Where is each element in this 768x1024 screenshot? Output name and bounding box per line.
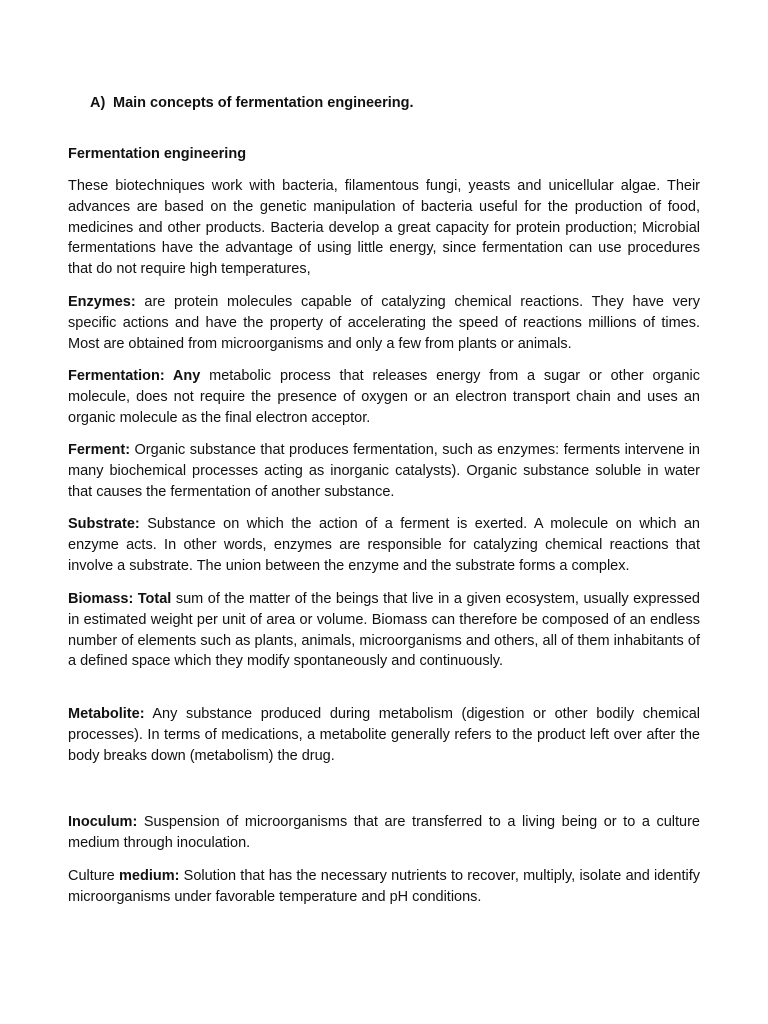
term-culture-medium: medium: xyxy=(119,868,180,884)
term-prefix: Culture xyxy=(68,868,119,884)
section-title: Main concepts of fermentation engineering. xyxy=(113,95,414,111)
definition-text: metabolic process that releases energy from a sugar or other organic molecule, does not require the presence of oxygen or an electron transport chain and uses an organic molecule as the final electron acceptor. xyxy=(68,368,700,426)
definition-text: are protein molecules capable of catalyzing chemical reactions. They have very specific actions and have the property of accelerating the speed of reactions millions of times. Most are obtained from microorganisms and only a few from plants or animals. xyxy=(68,294,700,352)
definition-inoculum xyxy=(68,812,700,854)
term-fermentation: Fermentation: Any xyxy=(68,368,201,384)
term-ferment: Ferment: xyxy=(68,442,131,458)
definition-metabolite xyxy=(68,704,700,766)
definition-text: Any substance produced during metabolism (digestion or other bodily chemical processes). In terms of medications, a metabolite generally refers to the product left over after the body breaks down (metabolism) the drug. xyxy=(68,706,700,764)
definition-text: Suspension of microorganisms that are transferred to a living being or to a culture medium through inoculation. xyxy=(68,814,700,851)
definition-text: Solution that has the necessary nutrients to recover, multiply, isolate and identify microorganisms under favorable temperature and pH conditions. xyxy=(68,868,700,905)
definition-text: sum of the matter of the beings that live in a given ecosystem, usually expressed in estimated weight per unit of area or volume. Biomass can therefore be composed of an endless number of elements such as plants, animals, microorganisms and others, all of them inhabitants of a defined space which they modify spontaneously and continuously. xyxy=(68,591,700,670)
intro-paragraph: These biotechniques work with bacteria, filamentous fungi, yeasts and unicellular algae. Their advances are based on the genetic manipulation of bacteria useful for the production of food, medicines and other products. Bacteria develop a great capacity for protein production; Microbial fermentations have the advantage of using little energy, since fermentation can use procedures that do not require high temperatures, xyxy=(68,178,700,278)
term-enzymes: Enzymes: xyxy=(68,294,136,310)
term-inoculum: Inoculum: xyxy=(68,814,138,830)
term-biomass: Biomass: Total xyxy=(68,591,172,607)
subheading: Fermentation engineering xyxy=(68,146,247,162)
term-metabolite: Metabolite: xyxy=(68,706,145,722)
section-marker: A) xyxy=(90,95,106,111)
definition-culture-medium xyxy=(68,866,700,908)
definition-ferment xyxy=(68,440,700,502)
definition-enzymes xyxy=(68,292,700,354)
term-substrate: Substrate: xyxy=(68,516,140,532)
section-heading xyxy=(90,93,414,113)
definition-substrate xyxy=(68,514,700,576)
definition-text: Substance on which the action of a ferment is exerted. A molecule on which an enzyme acts. In other words, enzymes are responsible for catalyzing chemical reactions that involve a substrate. The union between the enzyme and the substrate forms a complex. xyxy=(68,516,700,574)
definition-text: Organic substance that produces fermentation, such as enzymes: ferments intervene in many biochemical processes acting as inorganic catalysts). Organic substance soluble in water that causes the fermentation of another substance. xyxy=(68,442,700,500)
definition-biomass xyxy=(68,589,700,672)
definition-fermentation xyxy=(68,366,700,428)
